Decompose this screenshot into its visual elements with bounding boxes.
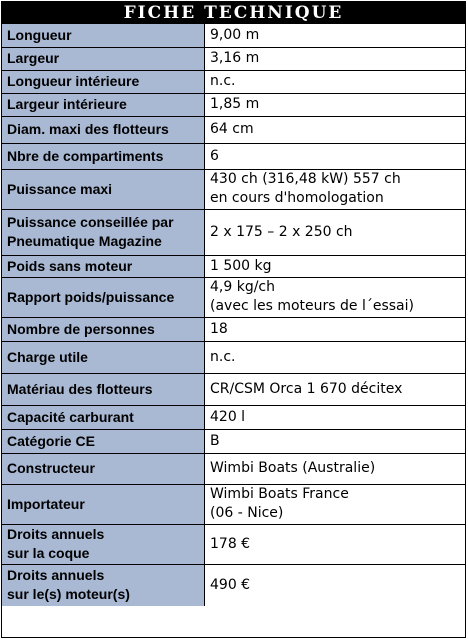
spec-value: B [205,429,466,453]
spec-label: Constructeur [2,453,205,484]
spec-value: 490 € [205,564,466,606]
spec-row [2,317,465,341]
spec-row [2,277,465,317]
spec-label: Matériau des flotteurs [2,373,205,405]
spec-label: Puissance maxi [2,169,205,209]
spec-label: Diam. maxi des flotteurs [2,116,205,143]
spec-row [2,47,465,70]
spec-value: CR/CSM Orca 1 670 décitex [205,373,466,405]
spec-label: Poids sans moteur [2,255,205,277]
spec-row [2,169,465,209]
spec-value: 18 [205,317,466,341]
spec-value: 6 [205,143,466,169]
spec-value: Wimbi Boats France (06 - Nice) [205,484,466,524]
spec-label: Droits annuels sur la coque [2,524,205,564]
spec-value: Wimbi Boats (Australie) [205,453,466,484]
spec-label: Capacité carburant [2,405,205,429]
spec-row [2,564,465,606]
spec-value: 420 l [205,405,466,429]
spec-value: n.c. [205,341,466,373]
spec-value: 64 cm [205,116,466,143]
spec-label: Catégorie CE [2,429,205,453]
spec-label: Importateur [2,484,205,524]
spec-row [2,255,465,277]
spec-label: Droits annuels sur le(s) moteur(s) [2,564,205,606]
spec-row [2,70,465,93]
spec-table [2,24,465,606]
spec-row [2,453,465,484]
spec-row [2,209,465,255]
spec-label: Nbre de compartiments [2,143,205,169]
spec-label: Nombre de personnes [2,317,205,341]
spec-row [2,116,465,143]
spec-value: 2 x 175 – 2 x 250 ch [205,209,466,255]
spec-label: Rapport poids/puissance [2,277,205,317]
spec-row [2,524,465,564]
spec-row [2,143,465,169]
spec-value: 1,85 m [205,93,466,116]
spec-label: Largeur intérieure [2,93,205,116]
sheet-title: FICHE TECHNIQUE [2,2,465,24]
spec-value: 178 € [205,524,466,564]
spec-row [2,484,465,524]
spec-value: 430 ch (316,48 kW) 557 ch en cours d'homologation [205,169,466,209]
spec-row [2,373,465,405]
spec-value: n.c. [205,70,466,93]
spec-value: 1 500 kg [205,255,466,277]
spec-label: Longueur intérieure [2,70,205,93]
spec-label: Puissance conseillée par Pneumatique Magazine [2,209,205,255]
spec-label: Longueur [2,24,205,47]
spec-row [2,341,465,373]
spec-value: 9,00 m [205,24,466,47]
spec-sheet [1,1,466,638]
spec-row [2,405,465,429]
spec-value: 3,16 m [205,47,466,70]
spec-row [2,429,465,453]
spec-label: Charge utile [2,341,205,373]
spec-value: 4,9 kg/ch (avec les moteurs de l´essai) [205,277,466,317]
spec-label: Largeur [2,47,205,70]
spec-row [2,93,465,116]
spec-row [2,24,465,47]
